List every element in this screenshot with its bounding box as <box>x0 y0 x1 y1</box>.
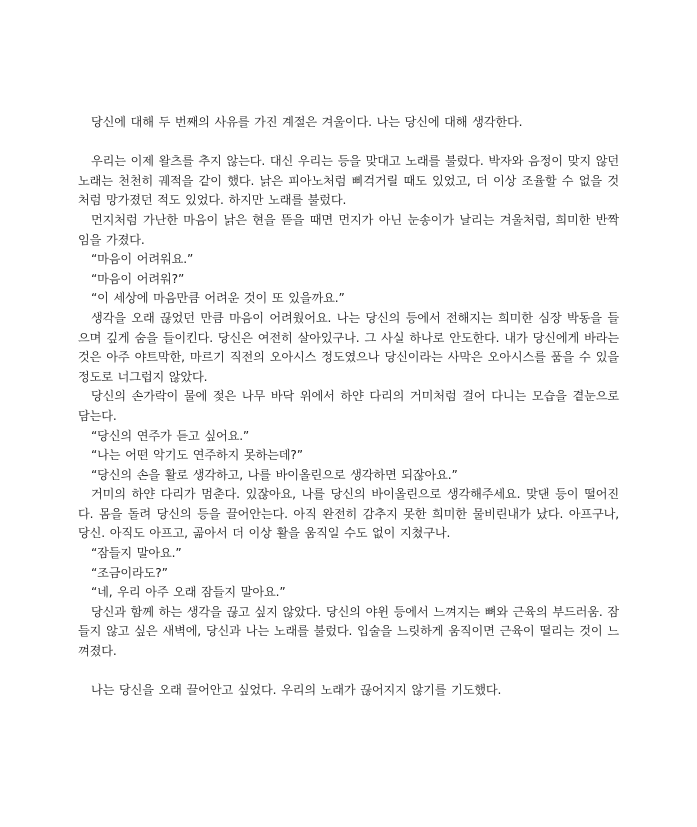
dialogue-line: “이 세상에 마음만큼 어려운 것이 또 있을까요.” <box>91 291 345 306</box>
paragraph: 당신과 함께 하는 생각을 끊고 싶지 않았다. 당신의 야윈 등에서 느껴지는 뼈와 근육의 부드러움. 잠들지 않고 싶은 새벽에, 당신과 나는 노래를 불렀다. 입술을 느릿하게 움직이면 근육이 떨리는 것이 느껴졌다. <box>78 604 619 659</box>
paragraph-gap <box>78 662 619 682</box>
dialogue-line: “당신의 연주가 듣고 싶어요.” <box>91 428 250 443</box>
dialogue-line: “잠들지 말아요.” <box>91 546 182 561</box>
paragraph: 거미의 하얀 다리가 멈춘다. 있잖아요, 나를 당신의 바이올린으로 생각해주세요. 맞댄 등이 떨어진다. 몸을 돌려 당신의 등을 끌어안는다. 아직 완전히 감추지 못한 희미한 물비린내가 났다. 아프구나, 당신. 아직도 아프고, 곪아서 더 이상 활을 움직일 수도 없이 지쳤구나. <box>78 487 619 541</box>
dialogue-line: “마음이 어려워요.” <box>91 252 194 267</box>
dialogue-line: “조금이라도?” <box>91 565 168 580</box>
paragraph: 당신에 대해 두 번째의 사유를 가진 계절은 겨울이다. 나는 당신에 대해 생각한다. <box>91 115 523 129</box>
dialogue-line: “마음이 어려워?” <box>91 271 185 286</box>
paragraph: 나는 당신을 오래 끌어안고 싶었다. 우리의 노래가 끊어지지 않기를 기도했다. <box>91 683 502 698</box>
dialogue-line: “나는 어떤 악기도 연주하지 못하는데?” <box>91 448 303 463</box>
body-text <box>78 113 619 701</box>
paragraph: 생각을 오래 끊었던 만큼 마음이 어려웠어요. 나는 당신의 등에서 전해지는 희미한 심장 박동을 들으며 깊게 숨을 들이킨다. 당신은 여전히 살아있구나. 그 사실 하나로 안도한다. 내가 당신에게 바라는 것은 아주 야트막한, 마르기 직전의 오아시스 정도였으나 당신이라는 사막은 오아시스를 품을 수 있을 정도로 너그럽지 않았다. <box>78 310 619 384</box>
dialogue-line: “네, 우리 아주 오래 잠들지 말아요.” <box>91 585 286 600</box>
paragraph: 우리는 이제 왈츠를 추지 않는다. 대신 우리는 등을 맞대고 노래를 불렀다. 박자와 음정이 맞지 않던 노래는 천천히 궤적을 같이 했다. 낡은 피아노처럼 삐걱거릴 때도 있었고, 더 이상 조율할 수 없을 것처럼 망가졌던 적도 있었다. 하지만 노래를 불렀다. <box>78 154 619 208</box>
paragraph: 당신의 손가락이 물에 젖은 나무 바닥 위에서 하얀 다리의 거미처럼 걸어 다니는 모습을 곁눈으로 담는다. <box>78 389 619 423</box>
dialogue-line: “당신의 손을 활로 생각하고, 나를 바이올린으로 생각하면 되잖아요.” <box>91 467 458 482</box>
paragraph: 먼지처럼 가난한 마음이 낡은 현을 뜯을 때면 먼지가 아닌 눈송이가 날리는 겨울처럼, 희미한 반짝임을 가졌다. <box>78 212 619 247</box>
paragraph-gap <box>78 133 619 153</box>
